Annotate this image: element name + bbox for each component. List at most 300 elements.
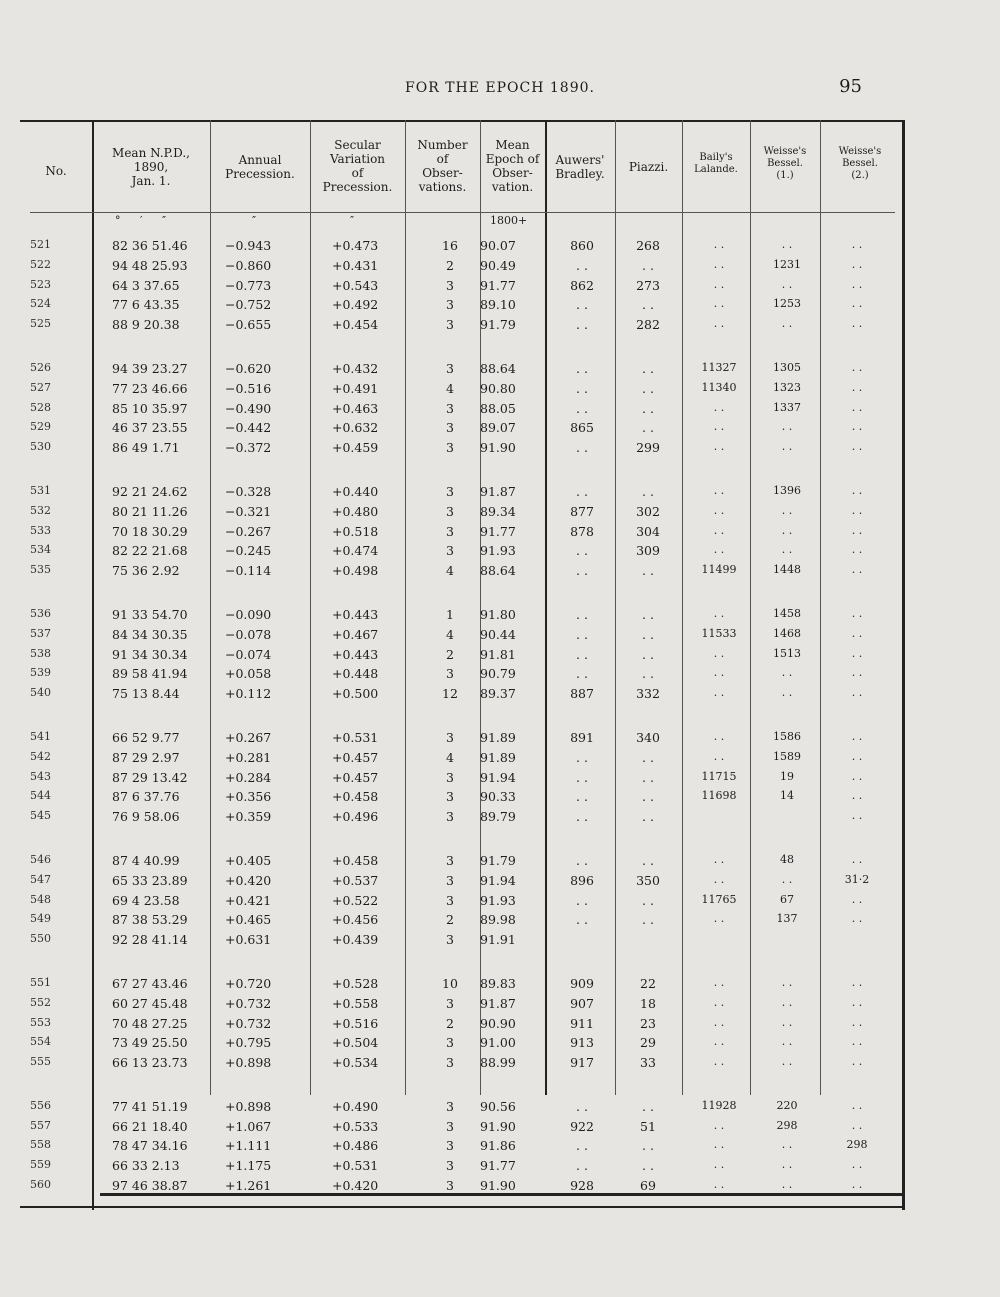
header-weisse-bessel-1: Weisse's Bessel. (1.) bbox=[763, 146, 807, 181]
star-number: 532 bbox=[30, 503, 51, 517]
star-number: 556 bbox=[30, 1098, 51, 1112]
weisse-bessel-2-ref: . . bbox=[851, 646, 863, 660]
piazzi-ref: . . bbox=[642, 852, 654, 868]
secular-variation-value: +0.543 bbox=[332, 277, 379, 293]
mean-epoch-value: 91.93 bbox=[480, 543, 516, 559]
baily-lalande-ref: . . bbox=[713, 872, 725, 886]
baily-lalande-ref: . . bbox=[713, 1178, 725, 1192]
weisse-bessel-1-ref: . . bbox=[781, 872, 793, 886]
baily-lalande-ref: 11928 bbox=[701, 1098, 737, 1112]
observation-count: 3 bbox=[446, 297, 454, 313]
weisse-bessel-1-ref: . . bbox=[781, 1015, 793, 1029]
table-row bbox=[20, 1035, 905, 1055]
table-row bbox=[20, 543, 905, 563]
annual-precession-value: −0.245 bbox=[225, 543, 272, 559]
auwers-bradley-ref: 862 bbox=[570, 277, 594, 293]
secular-variation-value: +0.500 bbox=[332, 686, 379, 702]
piazzi-ref: . . bbox=[642, 360, 654, 376]
weisse-bessel-1-ref: 48 bbox=[780, 852, 794, 866]
header-annual-precession: Annual Precession. bbox=[225, 153, 295, 181]
observation-count: 3 bbox=[446, 932, 454, 948]
weisse-bessel-1-ref: . . bbox=[781, 238, 793, 251]
table-row bbox=[20, 563, 905, 583]
baily-lalande-ref: . . bbox=[713, 852, 725, 866]
observation-count: 3 bbox=[446, 1158, 454, 1174]
observation-count: 3 bbox=[446, 872, 454, 888]
observation-count: 2 bbox=[446, 1015, 454, 1031]
mean-epoch-value: 91.94 bbox=[480, 872, 516, 888]
observation-count: 3 bbox=[446, 277, 454, 293]
annual-precession-value: −0.267 bbox=[225, 523, 272, 539]
baily-lalande-ref: . . bbox=[713, 1035, 725, 1049]
weisse-bessel-1-ref: . . bbox=[781, 1138, 793, 1152]
annual-precession-value: −0.655 bbox=[225, 317, 272, 333]
observation-count: 2 bbox=[446, 257, 454, 273]
star-number: 549 bbox=[30, 912, 51, 926]
weisse-bessel-1-ref: 1448 bbox=[773, 563, 801, 577]
table-row bbox=[20, 976, 905, 996]
secular-variation-value: +0.533 bbox=[332, 1118, 379, 1134]
header-weisse-bessel-2: Weisse's Bessel. (2.) bbox=[838, 146, 882, 181]
star-number: 557 bbox=[30, 1118, 51, 1132]
piazzi-ref: . . bbox=[642, 769, 654, 785]
auwers-bradley-ref: . . bbox=[576, 892, 588, 908]
annual-precession-value: +0.795 bbox=[225, 1035, 272, 1051]
auwers-bradley-ref: 877 bbox=[570, 503, 594, 519]
secular-variation-value: +0.440 bbox=[332, 483, 379, 499]
piazzi-ref: 23 bbox=[640, 1015, 656, 1031]
table-row bbox=[20, 627, 905, 647]
secular-variation-value: +0.448 bbox=[332, 666, 379, 682]
npd-value: 66 52 9.77 bbox=[112, 729, 180, 745]
weisse-bessel-1-ref: 67 bbox=[780, 892, 794, 906]
auwers-bradley-ref: . . bbox=[576, 852, 588, 868]
observation-count: 3 bbox=[446, 1098, 454, 1114]
secular-variation-value: +0.534 bbox=[332, 1055, 379, 1071]
weisse-bessel-1-ref: . . bbox=[781, 1055, 793, 1069]
weisse-bessel-2-ref: 31·2 bbox=[844, 872, 870, 886]
weisse-bessel-1-ref: 1231 bbox=[773, 257, 801, 271]
secular-variation-value: +0.473 bbox=[332, 238, 379, 253]
auwers-bradley-ref: . . bbox=[576, 543, 588, 559]
observation-count: 3 bbox=[446, 420, 454, 436]
observation-count: 3 bbox=[446, 852, 454, 868]
weisse-bessel-2-ref: . . bbox=[851, 238, 863, 251]
row-group bbox=[20, 361, 905, 460]
piazzi-ref: 268 bbox=[636, 238, 660, 253]
mean-epoch-value: 91.90 bbox=[480, 1178, 516, 1194]
observation-count: 2 bbox=[446, 912, 454, 928]
piazzi-ref: 304 bbox=[636, 523, 660, 539]
baily-lalande-ref: . . bbox=[713, 277, 725, 291]
mean-epoch-value: 90.80 bbox=[480, 380, 516, 396]
baily-lalande-ref: . . bbox=[713, 238, 725, 251]
auwers-bradley-ref: . . bbox=[576, 400, 588, 416]
table-top-rule bbox=[20, 120, 905, 122]
baily-lalande-ref: 11533 bbox=[701, 626, 737, 640]
secular-variation-value: +0.490 bbox=[332, 1098, 379, 1114]
secular-variation-value: +0.439 bbox=[332, 932, 379, 948]
npd-value: 69 4 23.58 bbox=[112, 892, 180, 908]
baily-lalande-ref: . . bbox=[713, 1138, 725, 1152]
auwers-bradley-ref: 922 bbox=[570, 1118, 594, 1134]
header-mean-epoch: Mean Epoch of Obser- vation. bbox=[485, 138, 540, 194]
npd-value: 60 27 45.48 bbox=[112, 995, 188, 1011]
header-number-of-observations: Number of Obser- vations. bbox=[417, 138, 468, 194]
npd-value: 91 33 54.70 bbox=[112, 606, 188, 622]
annual-precession-value: +0.465 bbox=[225, 912, 272, 928]
mean-epoch-value: 91.87 bbox=[480, 995, 516, 1011]
table-row bbox=[20, 666, 905, 686]
observation-count: 3 bbox=[446, 503, 454, 519]
table-row bbox=[20, 607, 905, 627]
auwers-bradley-ref: . . bbox=[576, 769, 588, 785]
piazzi-ref: . . bbox=[642, 483, 654, 499]
annual-precession-value: −0.442 bbox=[225, 420, 272, 436]
table-row bbox=[20, 1016, 905, 1036]
auwers-bradley-ref: 911 bbox=[570, 1015, 594, 1031]
table-row bbox=[20, 420, 905, 440]
mean-epoch-value: 91.94 bbox=[480, 769, 516, 785]
mean-epoch-value: 90.33 bbox=[480, 789, 516, 805]
observation-count: 4 bbox=[446, 563, 454, 579]
weisse-bessel-1-ref: . . bbox=[781, 317, 793, 331]
star-number: 536 bbox=[30, 606, 51, 620]
star-number: 521 bbox=[30, 238, 51, 251]
npd-value: 92 21 24.62 bbox=[112, 483, 188, 499]
piazzi-ref: . . bbox=[642, 606, 654, 622]
observation-count: 3 bbox=[446, 1035, 454, 1051]
secular-variation-value: +0.531 bbox=[332, 729, 379, 745]
weisse-bessel-1-ref: . . bbox=[781, 1158, 793, 1172]
mean-epoch-value: 91.90 bbox=[480, 440, 516, 456]
header-rule bbox=[30, 212, 895, 213]
star-number: 548 bbox=[30, 892, 51, 906]
table-row bbox=[20, 278, 905, 298]
star-number: 544 bbox=[30, 789, 51, 803]
auwers-bradley-ref: 878 bbox=[570, 523, 594, 539]
weisse-bessel-1-ref: . . bbox=[781, 686, 793, 700]
secular-variation-value: +0.457 bbox=[332, 769, 379, 785]
annual-precession-value: −0.078 bbox=[225, 626, 272, 642]
weisse-bessel-2-ref: . . bbox=[851, 1178, 863, 1192]
star-number: 546 bbox=[30, 852, 51, 866]
secular-variation-value: +0.486 bbox=[332, 1138, 379, 1154]
auwers-bradley-ref: . . bbox=[576, 297, 588, 313]
table-body bbox=[20, 238, 905, 1222]
mean-epoch-value: 91.77 bbox=[480, 277, 516, 293]
piazzi-ref: 309 bbox=[636, 543, 660, 559]
table-row bbox=[20, 258, 905, 278]
weisse-bessel-2-ref: . . bbox=[851, 257, 863, 271]
secular-variation-value: +0.458 bbox=[332, 852, 379, 868]
weisse-bessel-1-ref: . . bbox=[781, 975, 793, 989]
mean-epoch-value: 91.89 bbox=[480, 729, 516, 745]
annual-precession-value: −0.321 bbox=[225, 503, 272, 519]
npd-value: 86 49 1.71 bbox=[112, 440, 180, 456]
mean-epoch-value: 91.79 bbox=[480, 317, 516, 333]
secular-variation-value: +0.443 bbox=[332, 606, 379, 622]
table-row bbox=[20, 401, 905, 421]
header-baily-lalande: Baily's Lalande. bbox=[694, 152, 738, 175]
annual-precession-value: +0.631 bbox=[225, 932, 272, 948]
table-row bbox=[20, 932, 905, 952]
piazzi-ref: . . bbox=[642, 380, 654, 396]
row-group bbox=[20, 976, 905, 1075]
auwers-bradley-ref: . . bbox=[576, 646, 588, 662]
baily-lalande-ref: . . bbox=[713, 749, 725, 763]
star-number: 522 bbox=[30, 257, 51, 271]
secular-variation-value: +0.516 bbox=[332, 1015, 379, 1031]
annual-precession-value: +0.284 bbox=[225, 769, 272, 785]
weisse-bessel-2-ref: 298 bbox=[846, 1138, 868, 1152]
weisse-bessel-2-ref: . . bbox=[851, 543, 863, 557]
table-bottom-rule bbox=[100, 1193, 905, 1196]
piazzi-ref: . . bbox=[642, 563, 654, 579]
piazzi-ref: . . bbox=[642, 892, 654, 908]
npd-value: 87 38 53.29 bbox=[112, 912, 188, 928]
baily-lalande-ref: . . bbox=[713, 400, 725, 414]
table-row bbox=[20, 912, 905, 932]
piazzi-ref: 282 bbox=[636, 317, 660, 333]
observation-count: 3 bbox=[446, 729, 454, 745]
star-number: 559 bbox=[30, 1158, 51, 1172]
secular-variation-value: +0.443 bbox=[332, 646, 379, 662]
npd-value: 75 13 8.44 bbox=[112, 686, 180, 702]
observation-count: 3 bbox=[446, 995, 454, 1011]
weisse-bessel-2-ref: . . bbox=[851, 912, 863, 926]
secular-variation-value: +0.463 bbox=[332, 400, 379, 416]
weisse-bessel-2-ref: . . bbox=[851, 606, 863, 620]
baily-lalande-ref: . . bbox=[713, 483, 725, 497]
table-row bbox=[20, 238, 905, 258]
weisse-bessel-2-ref: . . bbox=[851, 400, 863, 414]
auwers-bradley-ref: . . bbox=[576, 749, 588, 765]
observation-count: 3 bbox=[446, 1118, 454, 1134]
star-number: 542 bbox=[30, 749, 51, 763]
secular-variation-value: +0.492 bbox=[332, 297, 379, 313]
header-auwers-bradley: Auwers' Bradley. bbox=[555, 153, 605, 181]
npd-value: 80 21 11.26 bbox=[112, 503, 188, 519]
weisse-bessel-2-ref: . . bbox=[851, 749, 863, 763]
unit-npd: ° ′ ″ bbox=[115, 214, 175, 227]
star-number: 547 bbox=[30, 872, 51, 886]
baily-lalande-ref: . . bbox=[713, 1158, 725, 1172]
auwers-bradley-ref: 891 bbox=[570, 729, 594, 745]
table-row bbox=[20, 853, 905, 873]
annual-precession-value: +0.112 bbox=[225, 686, 272, 702]
star-number: 526 bbox=[30, 360, 51, 374]
piazzi-ref: 29 bbox=[640, 1035, 656, 1051]
observation-count: 3 bbox=[446, 440, 454, 456]
auwers-bradley-ref: 896 bbox=[570, 872, 594, 888]
unit-annual: ″ bbox=[252, 214, 257, 227]
auwers-bradley-ref: . . bbox=[576, 1158, 588, 1174]
npd-value: 77 23 46.66 bbox=[112, 380, 188, 396]
baily-lalande-ref: 11765 bbox=[701, 892, 737, 906]
star-number: 537 bbox=[30, 626, 51, 640]
star-number: 560 bbox=[30, 1178, 51, 1192]
weisse-bessel-2-ref: . . bbox=[851, 1015, 863, 1029]
baily-lalande-ref: . . bbox=[713, 1015, 725, 1029]
annual-precession-value: −0.860 bbox=[225, 257, 272, 273]
weisse-bessel-2-ref: . . bbox=[851, 892, 863, 906]
baily-lalande-ref: 11340 bbox=[701, 380, 737, 394]
secular-variation-value: +0.480 bbox=[332, 503, 379, 519]
annual-precession-value: +0.720 bbox=[225, 975, 272, 991]
piazzi-ref: . . bbox=[642, 1158, 654, 1174]
table-row bbox=[20, 1138, 905, 1158]
auwers-bradley-ref: 928 bbox=[570, 1178, 594, 1194]
auwers-bradley-ref: . . bbox=[576, 380, 588, 396]
observation-count: 3 bbox=[446, 809, 454, 825]
baily-lalande-ref: . . bbox=[713, 995, 725, 1009]
secular-variation-value: +0.432 bbox=[332, 360, 379, 376]
annual-precession-value: +0.058 bbox=[225, 666, 272, 682]
observation-count: 4 bbox=[446, 626, 454, 642]
annual-precession-value: +0.732 bbox=[225, 1015, 272, 1031]
secular-variation-value: +0.531 bbox=[332, 1158, 379, 1174]
table-row bbox=[20, 1158, 905, 1178]
piazzi-ref: 299 bbox=[636, 440, 660, 456]
star-number: 540 bbox=[30, 686, 51, 700]
table-row bbox=[20, 1055, 905, 1075]
weisse-bessel-1-ref: . . bbox=[781, 277, 793, 291]
table-row bbox=[20, 770, 905, 790]
table-row bbox=[20, 361, 905, 381]
annual-precession-value: −0.943 bbox=[225, 238, 272, 253]
mean-epoch-value: 91.91 bbox=[480, 932, 516, 948]
table-row bbox=[20, 524, 905, 544]
weisse-bessel-1-ref: . . bbox=[781, 523, 793, 537]
star-number: 538 bbox=[30, 646, 51, 660]
annual-precession-value: +0.356 bbox=[225, 789, 272, 805]
secular-variation-value: +0.504 bbox=[332, 1035, 379, 1051]
annual-precession-value: −0.114 bbox=[225, 563, 272, 579]
piazzi-ref: 340 bbox=[636, 729, 660, 745]
annual-precession-value: +1.067 bbox=[225, 1118, 272, 1134]
table-row bbox=[20, 996, 905, 1016]
annual-precession-value: +0.898 bbox=[225, 1098, 272, 1114]
auwers-bradley-ref: . . bbox=[576, 1138, 588, 1154]
npd-value: 64 3 37.65 bbox=[112, 277, 180, 293]
table-row bbox=[20, 317, 905, 337]
baily-lalande-ref: . . bbox=[713, 686, 725, 700]
baily-lalande-ref: . . bbox=[713, 975, 725, 989]
observation-count: 3 bbox=[446, 1138, 454, 1154]
weisse-bessel-1-ref: 14 bbox=[780, 789, 794, 803]
npd-value: 87 4 40.99 bbox=[112, 852, 180, 868]
mean-epoch-value: 91.81 bbox=[480, 646, 516, 662]
observation-count: 3 bbox=[446, 769, 454, 785]
piazzi-ref: 332 bbox=[636, 686, 660, 702]
secular-variation-value: +0.474 bbox=[332, 543, 379, 559]
table-row bbox=[20, 297, 905, 317]
mean-epoch-value: 90.44 bbox=[480, 626, 516, 642]
table-base-rule bbox=[20, 1206, 905, 1208]
auwers-bradley-ref: . . bbox=[576, 360, 588, 376]
star-number: 534 bbox=[30, 543, 51, 557]
table-row bbox=[20, 686, 905, 706]
piazzi-ref: . . bbox=[642, 1098, 654, 1114]
weisse-bessel-2-ref: . . bbox=[851, 789, 863, 803]
npd-value: 97 46 38.87 bbox=[112, 1178, 188, 1194]
secular-variation-value: +0.459 bbox=[332, 440, 379, 456]
baily-lalande-ref: . . bbox=[713, 666, 725, 680]
row-group bbox=[20, 484, 905, 583]
mean-epoch-value: 88.64 bbox=[480, 360, 516, 376]
star-number: 527 bbox=[30, 380, 51, 394]
weisse-bessel-1-ref: 1468 bbox=[773, 626, 801, 640]
mean-epoch-value: 90.56 bbox=[480, 1098, 516, 1114]
table-row bbox=[20, 873, 905, 893]
observation-count: 4 bbox=[446, 749, 454, 765]
weisse-bessel-1-ref: 1253 bbox=[773, 297, 801, 311]
weisse-bessel-2-ref: . . bbox=[851, 483, 863, 497]
weisse-bessel-1-ref: 1337 bbox=[773, 400, 801, 414]
star-number: 535 bbox=[30, 563, 51, 577]
mean-epoch-value: 88.64 bbox=[480, 563, 516, 579]
mean-epoch-value: 90.07 bbox=[480, 238, 516, 253]
baily-lalande-ref: . . bbox=[713, 1118, 725, 1132]
npd-value: 82 36 51.46 bbox=[112, 238, 188, 253]
unit-epoch: 1800+ bbox=[490, 214, 528, 227]
auwers-bradley-ref: . . bbox=[576, 440, 588, 456]
secular-variation-value: +0.458 bbox=[332, 789, 379, 805]
secular-variation-value: +0.496 bbox=[332, 809, 379, 825]
auwers-bradley-ref: 907 bbox=[570, 995, 594, 1011]
annual-precession-value: +0.898 bbox=[225, 1055, 272, 1071]
header-npd: Mean N.P.D., 1890, Jan. 1. bbox=[112, 146, 190, 188]
secular-variation-value: +0.528 bbox=[332, 975, 379, 991]
npd-value: 66 33 2.13 bbox=[112, 1158, 180, 1174]
secular-variation-value: +0.498 bbox=[332, 563, 379, 579]
npd-value: 89 58 41.94 bbox=[112, 666, 188, 682]
annual-precession-value: −0.372 bbox=[225, 440, 272, 456]
observation-count: 3 bbox=[446, 360, 454, 376]
star-number: 529 bbox=[30, 420, 51, 434]
table-row bbox=[20, 750, 905, 770]
npd-value: 77 6 43.35 bbox=[112, 297, 180, 313]
observation-count: 3 bbox=[446, 666, 454, 682]
piazzi-ref: 302 bbox=[636, 503, 660, 519]
piazzi-ref: 51 bbox=[640, 1118, 656, 1134]
piazzi-ref: . . bbox=[642, 809, 654, 825]
piazzi-ref: . . bbox=[642, 400, 654, 416]
weisse-bessel-2-ref: . . bbox=[851, 626, 863, 640]
piazzi-ref: 22 bbox=[640, 975, 656, 991]
baily-lalande-ref: 11715 bbox=[701, 769, 737, 783]
star-number: 524 bbox=[30, 297, 51, 311]
star-number: 523 bbox=[30, 277, 51, 291]
secular-variation-value: +0.632 bbox=[332, 420, 379, 436]
piazzi-ref: 18 bbox=[640, 995, 656, 1011]
weisse-bessel-2-ref: . . bbox=[851, 1035, 863, 1049]
weisse-bessel-1-ref: . . bbox=[781, 666, 793, 680]
unit-secular: ″ bbox=[350, 214, 355, 227]
secular-variation-value: +0.454 bbox=[332, 317, 379, 333]
weisse-bessel-2-ref: . . bbox=[851, 852, 863, 866]
weisse-bessel-2-ref: . . bbox=[851, 729, 863, 743]
piazzi-ref: . . bbox=[642, 420, 654, 436]
mean-epoch-value: 89.07 bbox=[480, 420, 516, 436]
star-number: 541 bbox=[30, 729, 51, 743]
mean-epoch-value: 89.98 bbox=[480, 912, 516, 928]
weisse-bessel-1-ref: . . bbox=[781, 1035, 793, 1049]
auwers-bradley-ref: 887 bbox=[570, 686, 594, 702]
piazzi-ref: . . bbox=[642, 257, 654, 273]
observation-count: 3 bbox=[446, 523, 454, 539]
